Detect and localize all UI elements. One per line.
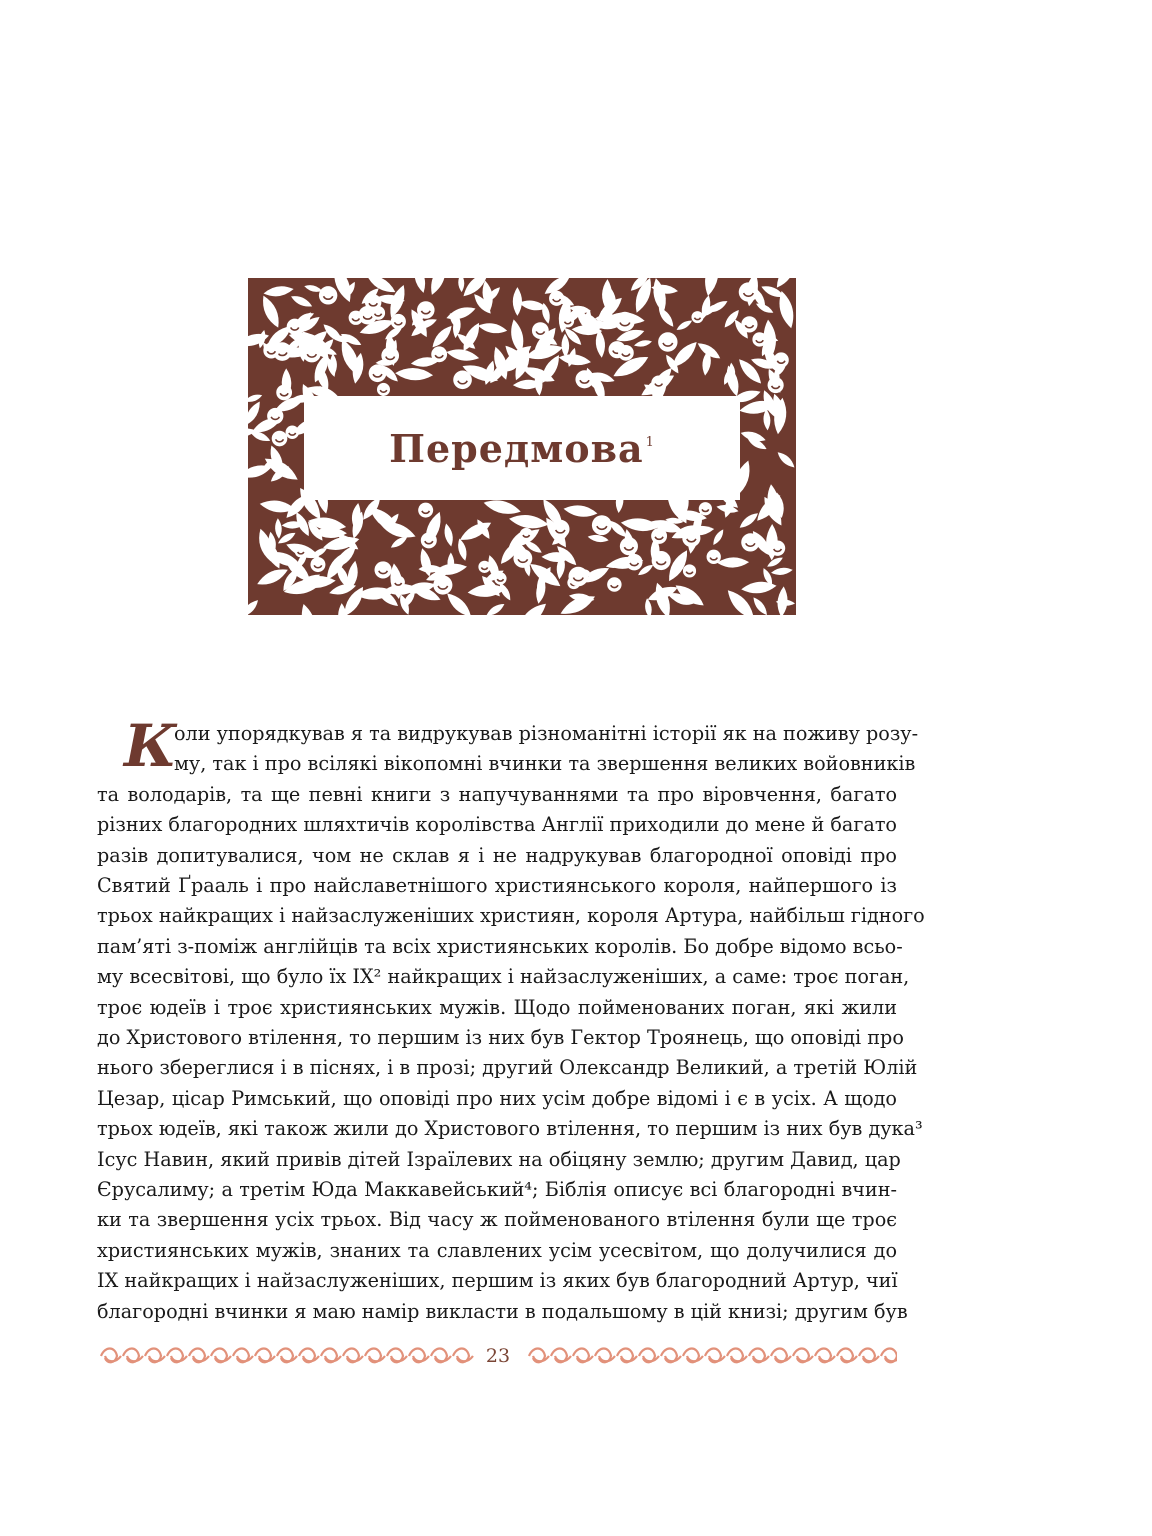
text-line: Єрусалиму; а третім Юда Маккавейський⁴; Біблія описує всі благородні вчин- [97,1178,897,1201]
chapter-title [304,396,740,500]
text-line: Цезар, цісар Римський, що оповіді про них усім добре відомі і є в усіх. А щодо [97,1086,897,1110]
text-line: ки та звершення усіх трьох. Від часу ж пойменованого втілення були ще троє [97,1208,897,1232]
drop-cap: К [124,712,177,780]
text-line: нього збереглися і в піснях, і в прозі; другий Олександр Великий, а третій Юлій [97,1056,918,1080]
text-line: різних благородних шляхтичів королівства Англії приходили до мене й багато [97,813,897,837]
text-line: троє юдеїв і троє християнських мужів. Щодо пойменованих поган, які жили [97,995,897,1019]
chapter-title-text: Передмова [389,425,644,471]
text-line: оли упорядкував я та видрукував різноманітні історії як на поживу розу- [174,722,919,745]
text-line: до Христового втілення, то першим із них був Гектор Троянець, що оповіді про [97,1026,904,1049]
text-line: IX найкращих і найзаслуженіших, першим із яких був благородний Артур, чиї [97,1269,898,1293]
text-line: Святий Ґрааль і про найславетнішого християнського короля, найпершого із [97,874,897,897]
text-line: благородні вчинки я маю намір викласти в подальшому в цій книзі; другим був [97,1299,908,1323]
text-line: та володарів, та ще певні книги з напучуваннями та про віровчення, багато [97,782,897,806]
text-line: пам’яті з-поміж англійців та всіх християнських королів. Бо добре відомо всьо- [97,934,903,958]
text-line: християнських мужів, знаних та славлених усім усесвітом, що долучилися до [97,1238,897,1262]
text-line: му всесвітові, що було їх IX² найкращих і найзаслуженіших, а саме: троє поган, [97,965,910,989]
footnote-mark: 1 [645,434,655,450]
text-line: разів допитувалися, чом не склав я і не надрукував благородної оповіді про [97,843,897,867]
page-number: 23 [485,1345,511,1367]
text-line: трьох юдеїв, які також жили до Христового втілення, то першим із них був дука³ [97,1117,923,1141]
text-line: му, так і про всілякі вікопомні вчинки та звершення великих войовників [174,752,916,776]
text-line: трьох найкращих і найзаслуженіших християн, короля Артура, найбільш гідного [97,904,925,928]
text-line: Ісус Навин, який привів дітей Ізраїлевих на обіцяну землю; другим Давид, цар [97,1147,901,1171]
